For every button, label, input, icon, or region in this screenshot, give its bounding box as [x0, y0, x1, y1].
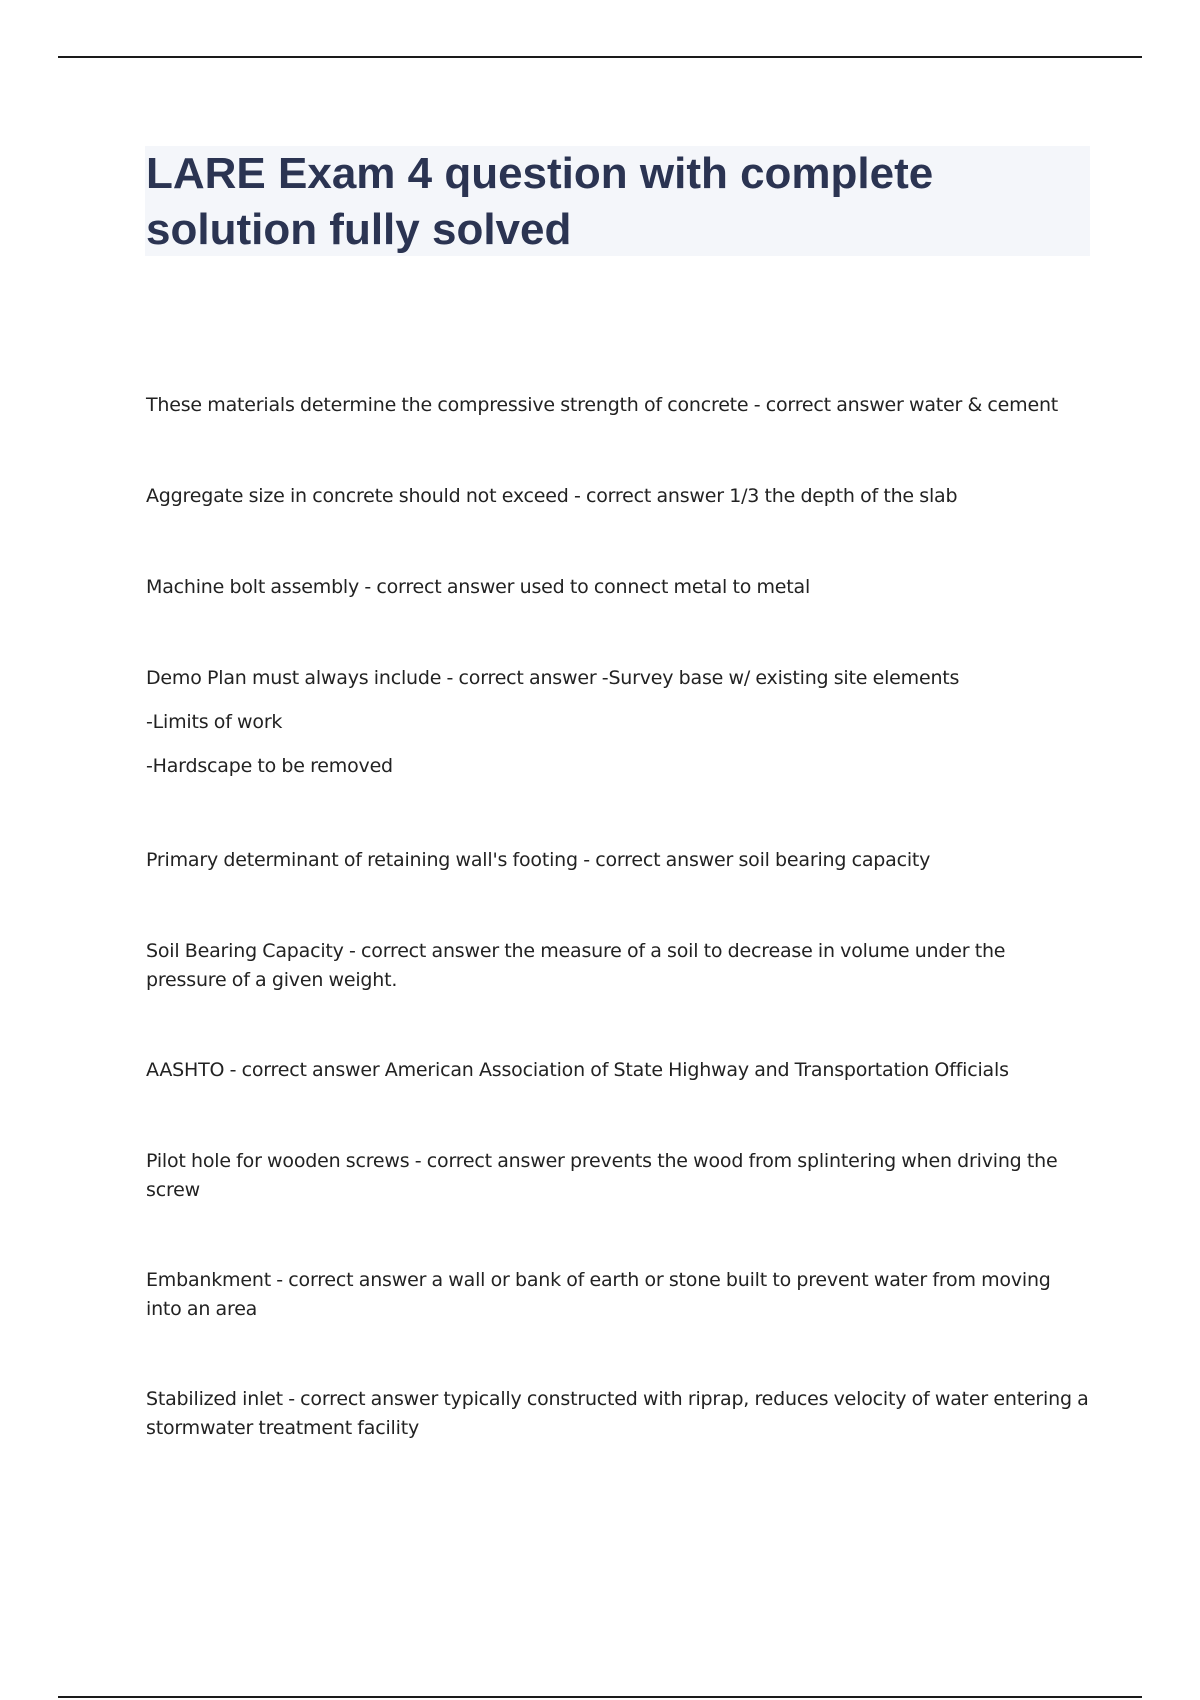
qa-item	[146, 1385, 1091, 1443]
qa-extra-line: -Limits of work	[146, 711, 283, 733]
qa-text: Primary determinant of retaining wall's footing - correct answer soil bearing capacity	[146, 849, 931, 871]
qa-item	[146, 1266, 1091, 1324]
qa-text: Aggregate size in concrete should not exceed - correct answer 1/3 the depth of the slab	[146, 485, 958, 507]
footer-rule	[58, 1696, 1142, 1698]
document-title: LARE Exam 4 question with complete solution fully solved	[146, 149, 934, 254]
qa-text: Demo Plan must always include - correct answer -Survey base w/ existing site elements	[146, 667, 960, 689]
qa-item	[146, 664, 1091, 781]
qa-item	[146, 482, 1091, 511]
qa-item	[146, 846, 1091, 875]
qa-item	[146, 1056, 1091, 1085]
qa-text: Soil Bearing Capacity - correct answer the measure of a soil to decrease in volume under the pressure of a given weight.	[146, 940, 1006, 991]
qa-item	[146, 573, 1091, 602]
header-rule	[58, 56, 1142, 58]
qa-extra-line: -Hardscape to be removed	[146, 755, 393, 777]
qa-item	[146, 1147, 1091, 1205]
qa-text: Embankment - correct answer a wall or bank of earth or stone built to prevent water from moving into an area	[146, 1269, 1051, 1320]
qa-text: Machine bolt assembly - correct answer used to connect metal to metal	[146, 576, 811, 598]
qa-text: These materials determine the compressive strength of concrete - correct answer water & cement	[146, 394, 1059, 416]
qa-item	[146, 391, 1091, 420]
qa-item	[146, 937, 1091, 995]
qa-text: AASHTO - correct answer American Association of State Highway and Transportation Officials	[146, 1059, 1009, 1081]
qa-text: Pilot hole for wooden screws - correct answer prevents the wood from splintering when driving the screw	[146, 1150, 1058, 1201]
qa-text: Stabilized inlet - correct answer typically constructed with riprap, reduces velocity of water entering a stormwater treatment facility	[146, 1388, 1089, 1439]
